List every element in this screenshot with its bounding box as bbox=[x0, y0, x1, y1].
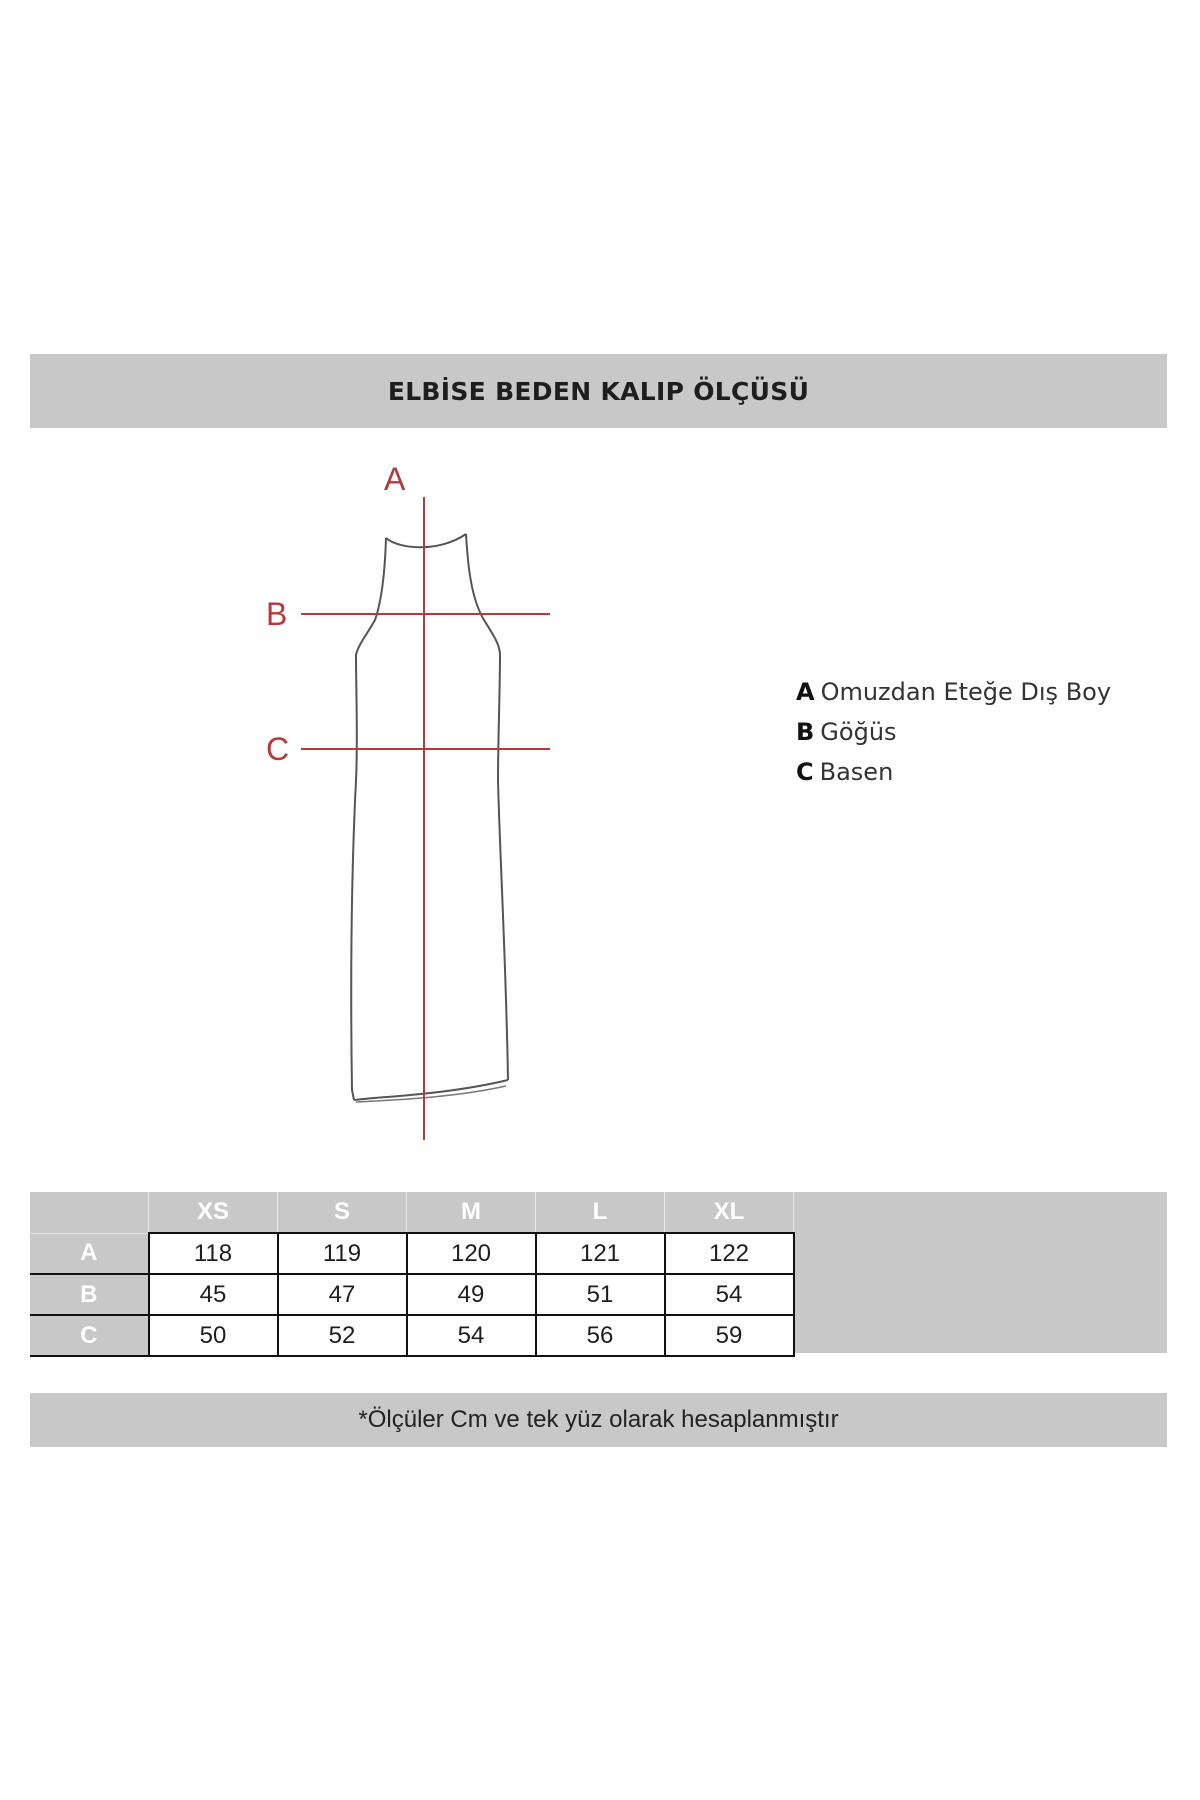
row-header: A bbox=[30, 1233, 149, 1274]
legend-item-c bbox=[796, 752, 1111, 792]
table-row bbox=[30, 1315, 794, 1356]
row-header: B bbox=[30, 1274, 149, 1315]
table-cell: 50 bbox=[149, 1315, 278, 1356]
legend-key: C bbox=[796, 758, 814, 786]
table-cell: 119 bbox=[278, 1233, 407, 1274]
label-c: C bbox=[266, 731, 290, 767]
table-cell: 49 bbox=[407, 1274, 536, 1315]
dress-outline-icon bbox=[351, 534, 508, 1102]
table-cell: 56 bbox=[536, 1315, 665, 1356]
table-cell: 120 bbox=[407, 1233, 536, 1274]
row-header: C bbox=[30, 1315, 149, 1356]
legend-text: Göğüs bbox=[820, 718, 897, 746]
footer-note: *Ölçüler Cm ve tek yüz olarak hesaplanmıştır bbox=[358, 1406, 839, 1433]
table-cell: 47 bbox=[278, 1274, 407, 1315]
title-bar bbox=[30, 354, 1167, 428]
measurement-legend bbox=[796, 672, 1111, 792]
table-cell: 122 bbox=[665, 1233, 794, 1274]
label-b: B bbox=[266, 596, 288, 632]
table-cell: 54 bbox=[407, 1315, 536, 1356]
column-header: L bbox=[536, 1192, 665, 1233]
table-cell: 59 bbox=[665, 1315, 794, 1356]
table-cell: 45 bbox=[149, 1274, 278, 1315]
size-table bbox=[30, 1192, 795, 1357]
legend-key: B bbox=[796, 718, 815, 746]
size-table-area bbox=[30, 1192, 1167, 1353]
footer-note-bar bbox=[30, 1393, 1167, 1447]
legend-text: Basen bbox=[819, 758, 894, 786]
table-cell: 118 bbox=[149, 1233, 278, 1274]
table-row bbox=[30, 1233, 794, 1274]
dress-diagram bbox=[0, 440, 640, 1160]
table-cell: 121 bbox=[536, 1233, 665, 1274]
legend-text: Omuzdan Eteğe Dış Boy bbox=[820, 678, 1112, 706]
table-row bbox=[30, 1274, 794, 1315]
table-cell: 51 bbox=[536, 1274, 665, 1315]
column-header: XL bbox=[665, 1192, 794, 1233]
page-title: ELBİSE BEDEN KALIP ÖLÇÜSÜ bbox=[387, 376, 810, 406]
column-header: XS bbox=[149, 1192, 278, 1233]
table-cell: 54 bbox=[665, 1274, 794, 1315]
table-header-row bbox=[30, 1192, 794, 1233]
table-corner bbox=[30, 1192, 149, 1233]
legend-item-a bbox=[796, 672, 1111, 712]
label-a: A bbox=[384, 461, 406, 497]
table-cell: 52 bbox=[278, 1315, 407, 1356]
legend-item-b bbox=[796, 712, 1111, 752]
legend-key: A bbox=[796, 678, 815, 706]
column-header: S bbox=[278, 1192, 407, 1233]
column-header: M bbox=[407, 1192, 536, 1233]
